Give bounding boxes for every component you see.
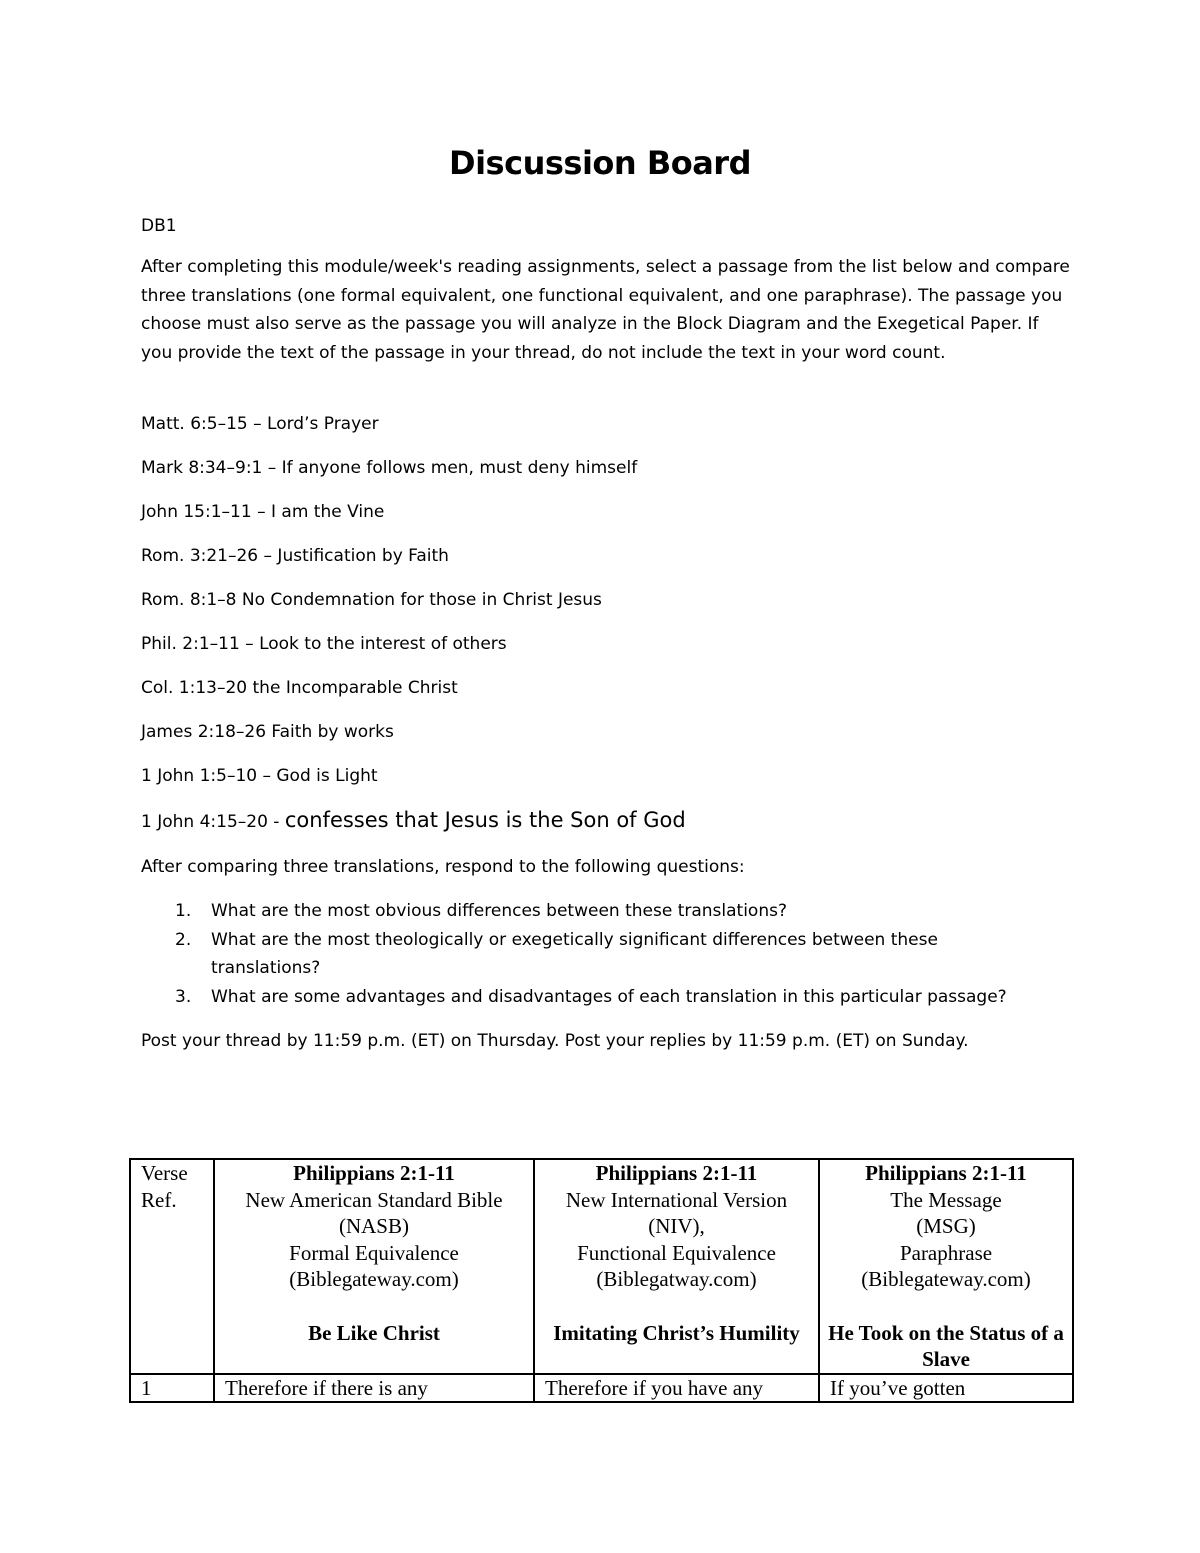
translation-comparison-table [129,1158,1074,1403]
list-item: James 2:18–26 Faith by works [141,722,394,742]
question-text: What are some advantages and disadvantages of each translation in this particular passage? [211,986,1007,1007]
list-item: Mark 8:34–9:1 – If anyone follows men, must deny himself [141,458,638,478]
page-title: Discussion Board [449,144,751,182]
list-item [141,897,1071,926]
table-header-row [130,1159,1073,1374]
question-number: 2. [175,929,192,950]
list-item: Col. 1:13–20 the Incomparable Christ [141,678,458,698]
intro-paragraph: After completing this module/week's reading assignments, select a passage from the list below and compare three translations (one formal equivalent, one functional equivalent, and one paraphrase). The passage you choose must also serve as the passage you will analyze in the Block Diagram and the Exegetical Paper. If you provide the text of the passage in your thread, do not include the text in your word count. [141,257,1070,363]
deadline-text: Post your thread by 11:59 p.m. (ET) on Thursday. Post your replies by 11:59 p.m. (ET) on Sunday. [141,1031,969,1051]
verse-ref-cell: 1 [130,1374,214,1403]
list-item: 1 John 1:5–10 – God is Light [141,766,378,786]
table-row [130,1374,1073,1403]
passage-list [141,410,1071,850]
question-text: What are the most obvious differences between these translations? [211,901,787,921]
list-item: John 15:1–11 – I am the Vine [141,502,385,522]
question-number: 1. [175,901,192,921]
question-number: 3. [175,986,192,1007]
niv-cell: Therefore if you have any [534,1374,819,1403]
verse-ref-header: Verse Ref. [130,1159,214,1374]
nasb-header: Philippians 2:1-11 New American Standard Bible (NASB) Formal Equivalence (Biblegateway.com) Be Like Christ [214,1159,534,1374]
list-item: 1 John 4:15–20 - confesses that Jesus is the Son of God [141,808,686,832]
msg-cell: If you’ve gotten [819,1374,1073,1403]
passage-description: confesses that Jesus is the Son of God [284,808,686,832]
list-item [141,926,1071,983]
db-label: DB1 [141,216,177,236]
nasb-cell: Therefore if there is any [214,1374,534,1403]
niv-header: Philippians 2:1-11 New International Version (NIV), Functional Equivalence (Biblegatway.com) Imitating Christ’s Humility [534,1159,819,1374]
msg-header: Philippians 2:1-11 The Message (MSG) Paraphrase (Biblegateway.com) He Took on the Status of a Slave [819,1159,1073,1374]
list-item: Phil. 2:1–11 – Look to the interest of others [141,634,507,654]
list-item: Matt. 6:5–15 – Lord’s Prayer [141,414,379,434]
list-item [141,983,1071,1012]
list-item: Rom. 3:21–26 – Justification by Faith [141,546,449,566]
list-item: Rom. 8:1–8 No Condemnation for those in Christ Jesus [141,590,602,610]
questions-intro: After comparing three translations, respond to the following questions: [141,857,745,877]
question-list [141,897,1071,1011]
question-text: What are the most theologically or exegetically significant differences between these translations? [211,929,938,978]
